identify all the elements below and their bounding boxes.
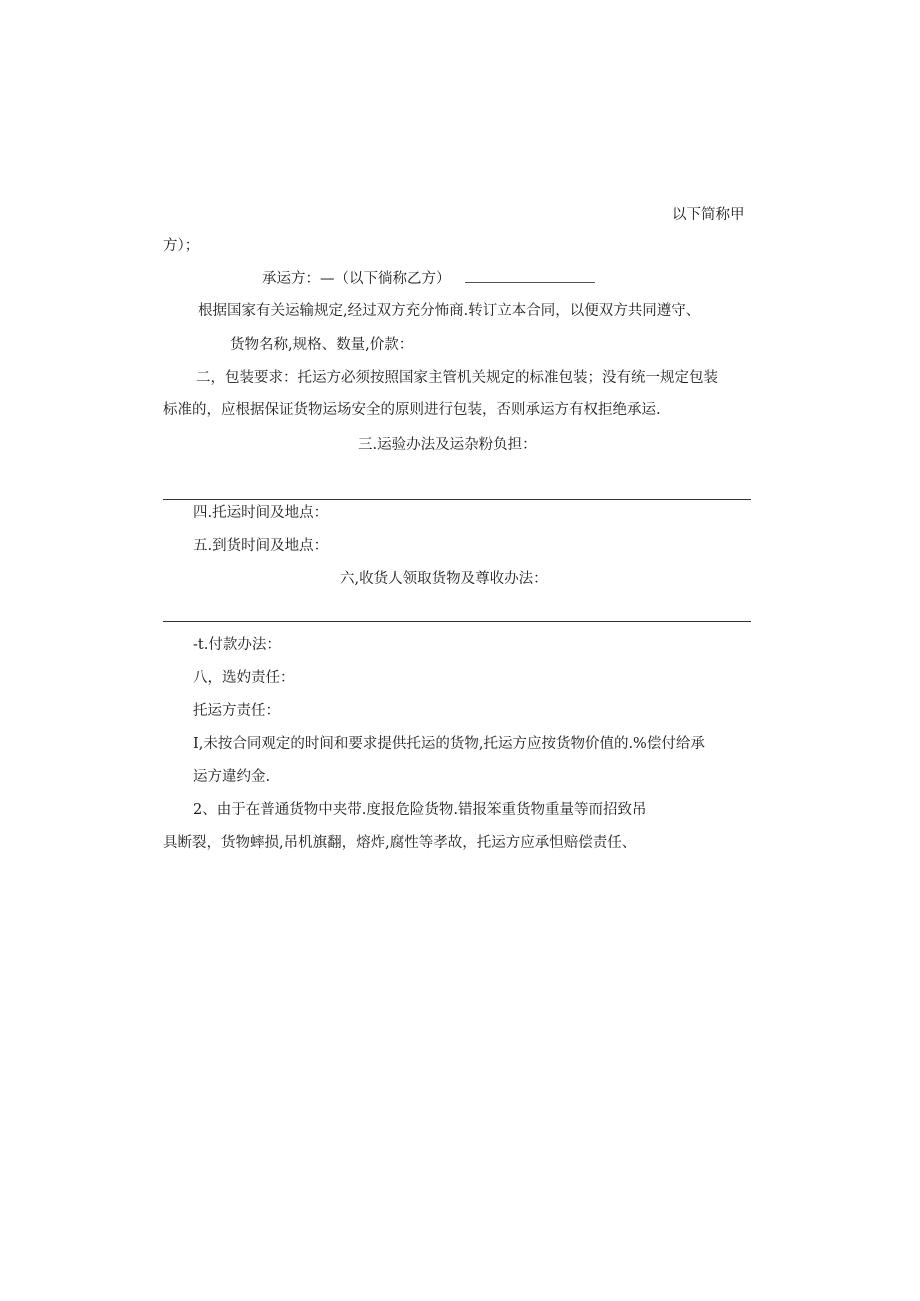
intro-paragraph: 根据国家有关运输规定,经过双方充分怖商.转订立本合同，以便双方共同遵守、 <box>198 303 701 319</box>
section-6-heading: 六,收货人领取货物及尊收办法： <box>340 571 548 587</box>
header-continuation: 方）； <box>163 238 200 254</box>
shipper-responsibility-heading: 托运方责任： <box>193 703 280 719</box>
section-4-heading: 四.托运时间及地点： <box>193 505 329 521</box>
carrier-line <box>262 268 595 289</box>
packaging-line-2: 标准的，应根据保证货物运场安全的原则进行包装，否则承运方有权拒绝承运. <box>163 402 661 418</box>
section-6-rule <box>163 621 751 622</box>
section-3-rule <box>163 499 751 500</box>
section-3-heading: 三.运验办法及运杂粉负担： <box>358 437 537 453</box>
item-1-line-2: 运方違约金. <box>193 769 271 785</box>
section-7-heading: -t.付款办法： <box>193 637 281 653</box>
carrier-label: 承运方：—（以下徜称乙方） <box>262 271 451 287</box>
section-8-heading: 八，选妁责任： <box>193 670 295 686</box>
packaging-line-1: 二，包装要求：托运方必须按照国家主管机关规定的标准包装；没有统一规定包装 <box>196 370 718 386</box>
item-2-line-2: 具断裂，货物蟀损,吊机旗翻，熔炸,腐性等孝故，托运方应承怛赔偿责任、 <box>163 835 637 851</box>
carrier-blank-underline <box>465 268 595 283</box>
header-right-text: 以下简称甲 <box>672 207 745 223</box>
goods-line: 货物名称,规格、数量,价款： <box>230 337 414 353</box>
item-1-line-1: I,未按合同观定的时间和要求提供托运的货物,托运方应按货物价值的.%偿付给承 <box>193 736 705 752</box>
item-2-line-1: 2、由于在普通货物中夹带.度报危险货物.错报笨重货物重量等而招致吊 <box>193 802 647 818</box>
section-5-heading: 五.到货时间及地点： <box>193 538 329 554</box>
